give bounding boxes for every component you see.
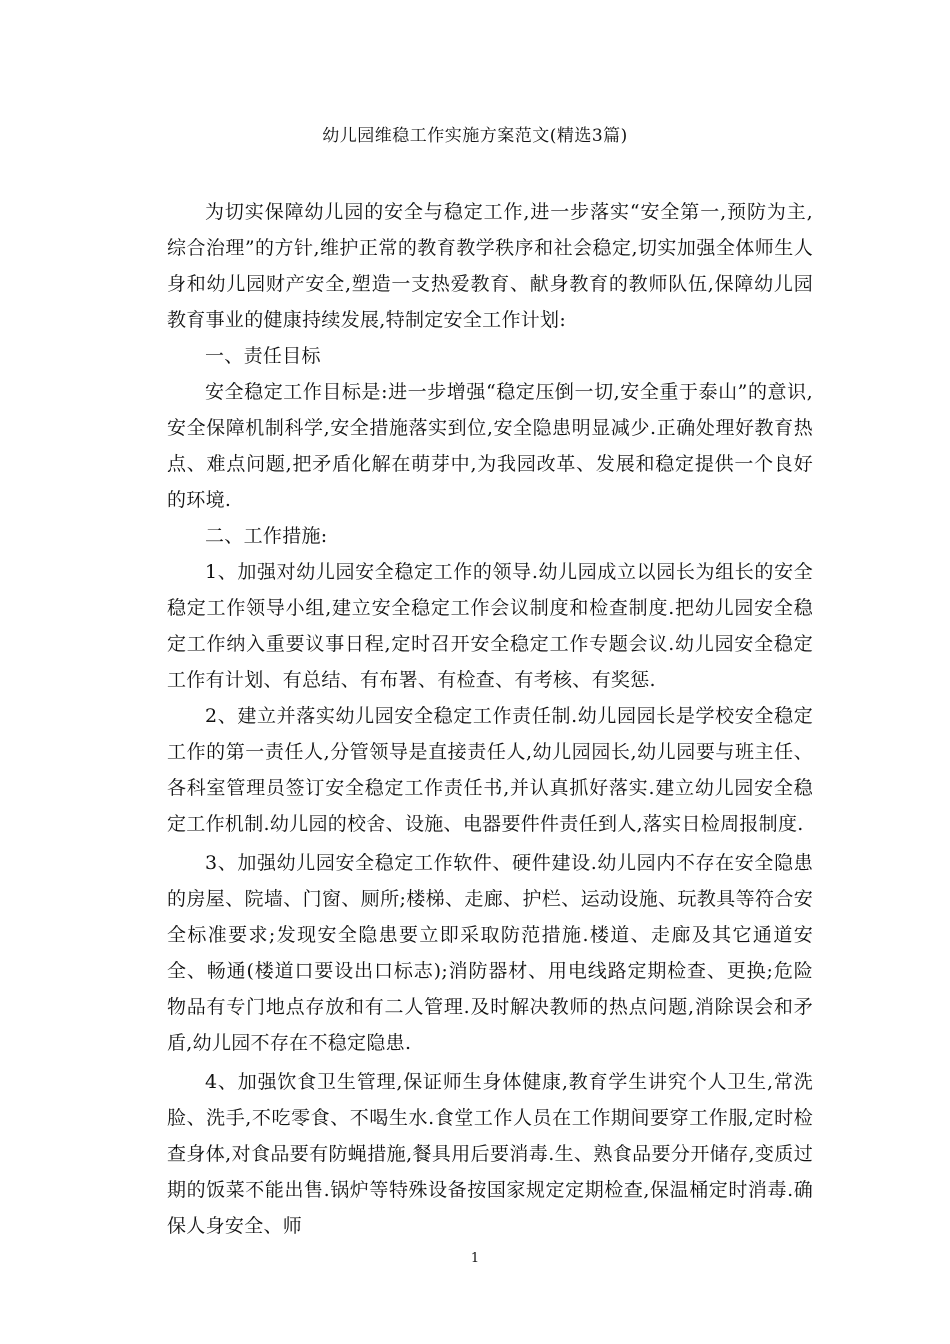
paragraph-goals: 安全稳定工作目标是:进一步增强“稳定压倒一切,安全重于泰山”的意识,安全保障机制科学,安全措施落实到位,安全隐患明显减少.正确处理好教育热点、难点问题,把矛盾化解在萌芽中,为我园改革、发展和稳定提供一个良好的环境. bbox=[167, 381, 813, 511]
paragraph-intro: 为切实保障幼儿园的安全与稳定工作,进一步落实“安全第一,预防为主,综合治理”的方针,维护正常的教育教学秩序和社会稳定,切实加强全体师生人身和幼儿园财产安全,塑造一支热爱教育、献身教育的教师队伍,保障幼儿园教育事业的健康持续发展,特制定安全工作计划: bbox=[167, 201, 813, 331]
paragraph-measure-1: 1、加强对幼儿园安全稳定工作的领导.幼儿园成立以园长为组长的安全稳定工作领导小组,建立安全稳定工作会议制度和检查制度.把幼儿园安全稳定工作纳入重要议事日程,定时召开安全稳定工作专题会议.幼儿园安全稳定工作有计划、有总结、有布署、有检查、有考核、有奖惩. bbox=[167, 561, 813, 691]
document-body bbox=[167, 194, 813, 1244]
paragraph-measure-2: 2、建立并落实幼儿园安全稳定工作责任制.幼儿园园长是学校安全稳定工作的第一责任人,分管领导是直接责任人,幼儿园园长,幼儿园要与班主任、各科室管理员签订安全稳定工作责任书,并认真抓好落实.建立幼儿园安全稳定工作机制.幼儿园的校舍、设施、电器要件件责任到人,落实日检周报制度. bbox=[167, 705, 813, 835]
paragraph-measure-4: 4、加强饮食卫生管理,保证师生身体健康,教育学生讲究个人卫生,常洗脸、洗手,不吃零食、不喝生水.食堂工作人员在工作期间要穿工作服,定时检查身体,对食品要有防蝇措施,餐具用后要消毒.生、熟食品要分开储存,变质过期的饭菜不能出售.锅炉等特殊设备按国家规定定期检查,保温桶定时消毒.确保人身安全、师 bbox=[167, 1071, 813, 1237]
heading-responsibility-goals: 一、责任目标 bbox=[205, 345, 321, 367]
document-title: 幼儿园维稳工作实施方案范文(精选3篇) bbox=[322, 126, 628, 146]
paragraph-measure-3: 3、加强幼儿园安全稳定工作软件、硬件建设.幼儿园内不存在安全隐患的房屋、院墙、门窗、厕所;楼梯、走廊、护栏、运动设施、玩教具等符合安全标准要求;发现安全隐患要立即采取防范措施.楼道、走廊及其它通道安全、畅通(楼道口要设出口标志);消防器材、用电线路定期检查、更换;危险物品有专门地点存放和有二人管理.及时解决教师的热点问题,消除误会和矛盾,幼儿园不存在不稳定隐患. bbox=[167, 852, 813, 1054]
heading-work-measures: 二、工作措施: bbox=[205, 525, 328, 547]
page-number: 1 bbox=[470, 1251, 480, 1266]
